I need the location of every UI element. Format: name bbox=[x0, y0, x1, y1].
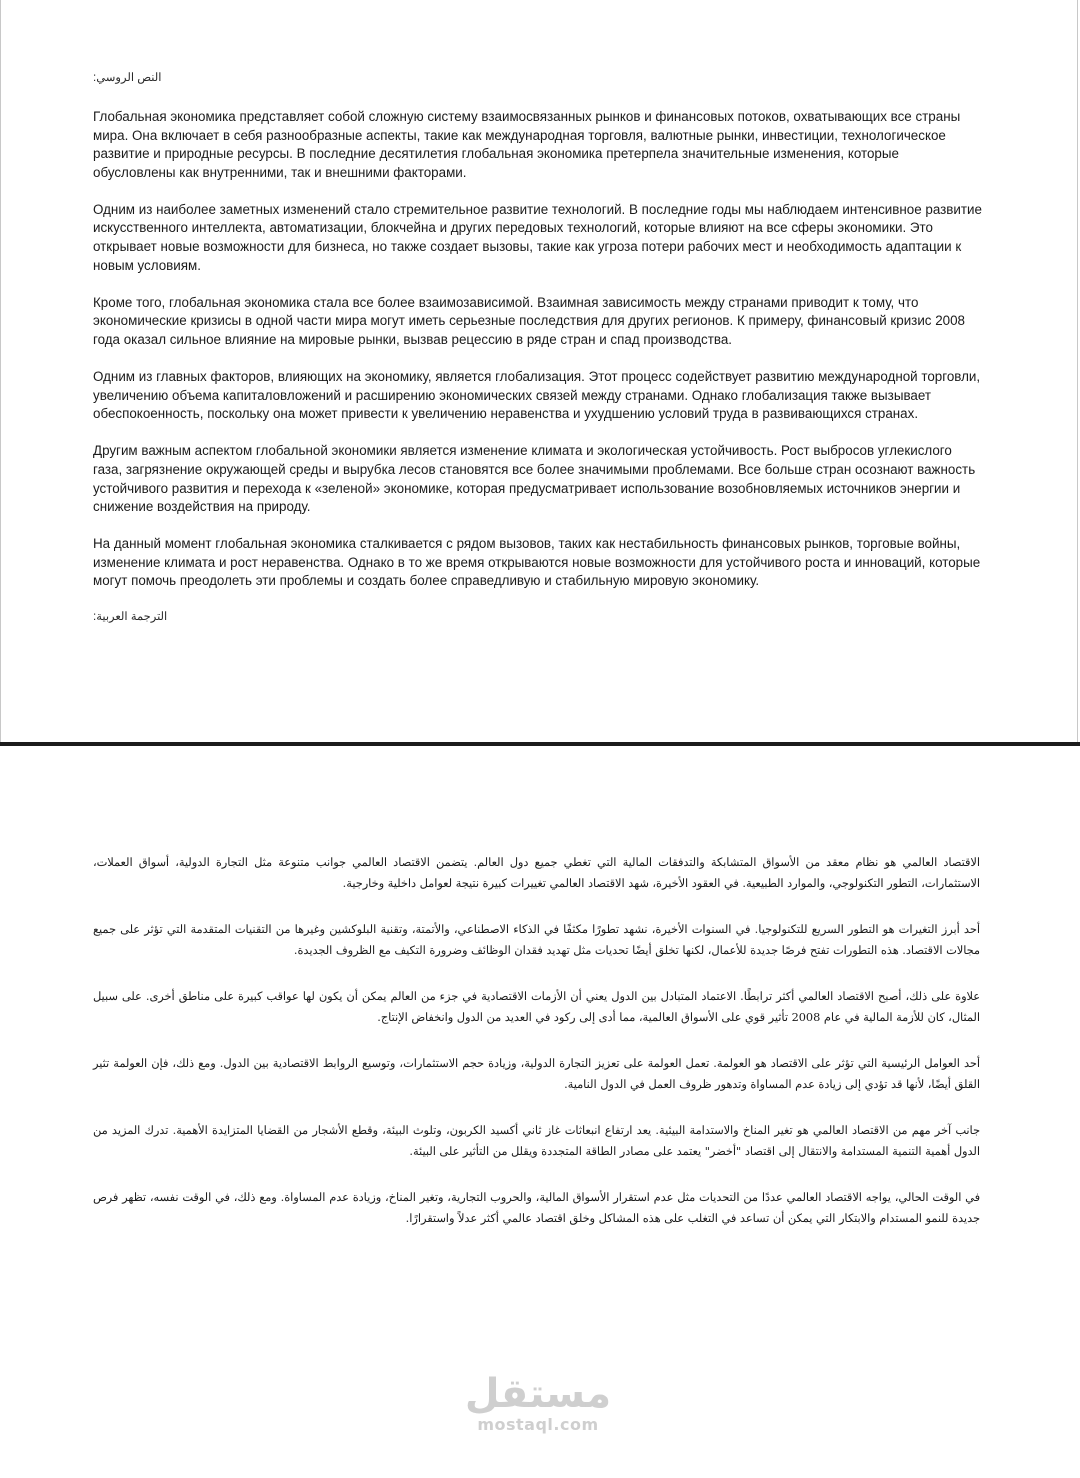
mostaql-watermark bbox=[463, 1372, 613, 1434]
russian-paragraph-2: Одним из наиболее заметных изменений стало стремительное развитие технологий. В последние годы мы наблюдаем интенсивное развитие искусственного интеллекта, автоматизации, блокчейна и других передовых технологий, которые влияют на все сферы экономики. Это открывает новые возможности для бизнеса, но также создает вызовы, такие как угроза потери рабочих мест и необходимость адаптации к новым условиям. bbox=[93, 201, 982, 273]
arabic-paragraph-3: علاوة على ذلك، أصبح الاقتصاد العالمي أكثر ترابطًا. الاعتماد المتبادل بين الدول يعني أن الأزمات الاقتصادية في جزء من العالم يمكن أن يكون لها عواقب كبيرة على مناطق أخرى. على سبيل المثال، كان للأزمة المالية في عام 2008 تأثير قوي على الأسواق العالمية، مما أدى إلى ركود في العديد من الدول وانخفاض الإنتاج. bbox=[93, 990, 980, 1024]
russian-paragraph-3: Кроме того, глобальная экономика стала все более взаимозависимой. Взаимная зависимость между странами приводит к тому, что экономические кризисы в одной части мира могут иметь серьезные последствия для других регионов. К примеру, финансовый кризис 2008 года оказал сильное влияние на мировые рынки, вызвав рецессию в ряде стран и спад производства. bbox=[93, 294, 966, 347]
watermark-logo: مستقل bbox=[464, 1371, 612, 1417]
russian-paragraph-5: Другим важным аспектом глобальной экономики является изменение климата и экологическая устойчивость. Рост выбросов углекислого газа, загрязнение окружающей среды и вырубка лесов становятся все более значимыми проблемами. Все больше стран осознают важность устойчивого развития и перехода к «зеленой» экономике, которая предусматривает использование возобновляемых источников энергии и снижение воздействия на природу. bbox=[93, 443, 976, 515]
russian-paragraph-6: На данный момент глобальная экономика сталкивается с рядом вызовов, таких как нестабильность финансовых рынков, торговые войны, изменение климата и рост неравенства. Однако в то же время открываются новые возможности для устойчивого роста и инноваций, которые могут помочь преодолеть эти проблемы и создать более справедливую и стабильную мировую экономику. bbox=[93, 536, 981, 589]
arabic-text-block bbox=[93, 853, 980, 1255]
russian-paragraph-1: Глобальная экономика представляет собой сложную систему взаимосвязанных рынков и финансовых потоков, охватывающих все страны мира. Она включает в себя разнообразные аспекты, такие как международная торговля, валютные рынки, инвестиции, технологическое развитие и природные ресурсы. В последние десятилетия глобальная экономика претерпела значительные изменения, которые обусловлены как внутренними, так и внешними факторами. bbox=[93, 109, 961, 180]
arabic-paragraph-5: جانب آخر مهم من الاقتصاد العالمي هو تغير المناخ والاستدامة البيئية. يعد ارتفاع انبعاثات غاز ثاني أكسيد الكربون، وتلوث البيئة، وقطع الأشجار من القضايا المتزايدة الأهمية. تدرك المزيد من الدول أهمية التنمية المستدامة والانتقال إلى اقتصاد "أخضر" يعتمد على مصادر الطاقة المتجددة ويقلل من التأثير على البيئة. bbox=[93, 1124, 980, 1158]
arabic-paragraph-1: الاقتصاد العالمي هو نظام معقد من الأسواق المتشابكة والتدفقات المالية التي تغطي جميع دول العالم. يتضمن الاقتصاد العالمي جوانب متنوعة مثل التجارة الدولية، أسواق العملات، الاستثمارات، التطور التكنولوجي، والموارد الطبيعية. في العقود الأخيرة، شهد الاقتصاد العالمي تغييرات كبيرة نتيجة لعوامل داخلية وخارجية. bbox=[93, 856, 980, 890]
arabic-paragraph-6: في الوقت الحالي، يواجه الاقتصاد العالمي عددًا من التحديات مثل عدم استقرار الأسواق المالية، والحروب التجارية، وتغير المناخ، وزيادة عدم المساواة. ومع ذلك، في الوقت نفسه، تظهر فرص جديدة للنمو المستدام والابتكار التي يمكن أن تساعد في التغلب على هذه المشاكل وخلق اقتصاد عالمي أكثر عدلاً واستقرارًا. bbox=[93, 1191, 980, 1225]
arabic-translation-label: الترجمة العربية: bbox=[93, 611, 168, 624]
russian-text-label: النص الروسي: bbox=[93, 72, 162, 84]
russian-text-block bbox=[93, 70, 983, 625]
arabic-paragraph-4: أحد العوامل الرئيسية التي تؤثر على الاقتصاد هو العولمة. تعمل العولمة على تعزيز التجارة الدولية، وزيادة حجم الاستثمارات، وتوسيع الروابط الاقتصادية بين الدول. ومع ذلك، فإن العولمة تثير القلق أيضًا، لأنها قد تؤدي إلى زيادة عدم المساواة وتدهور ظروف العمل في الدول النامية. bbox=[93, 1057, 981, 1091]
arabic-paragraph-2: أحد أبرز التغيرات هو التطور السريع للتكنولوجيا. في السنوات الأخيرة، نشهد تطورًا مكثفًا في الذكاء الاصطناعي، والأتمتة، وتقنية البلوكشين وغيرها من التقنيات المتقدمة التي تؤثر على جميع مجالات الاقتصاد. هذه التطورات تفتح فرصًا جديدة للأعمال، لكنها تخلق أيضًا تحديات مثل تهديد فقدان الوظائف وضرورة التكيف مع الظروف الجديدة. bbox=[93, 923, 980, 957]
watermark-url: mostaql.com bbox=[477, 1415, 599, 1434]
russian-paragraph-4: Одним из главных факторов, влияющих на экономику, является глобализация. Этот процесс содействует развитию международной торговли, увеличению объема капиталовложений и расширению экономических связей между странами. Однако глобализация также вызывает обеспокоенность, поскольку она может привести к увеличению неравенства и ухудшению условий труда в развивающихся странах. bbox=[93, 369, 981, 422]
